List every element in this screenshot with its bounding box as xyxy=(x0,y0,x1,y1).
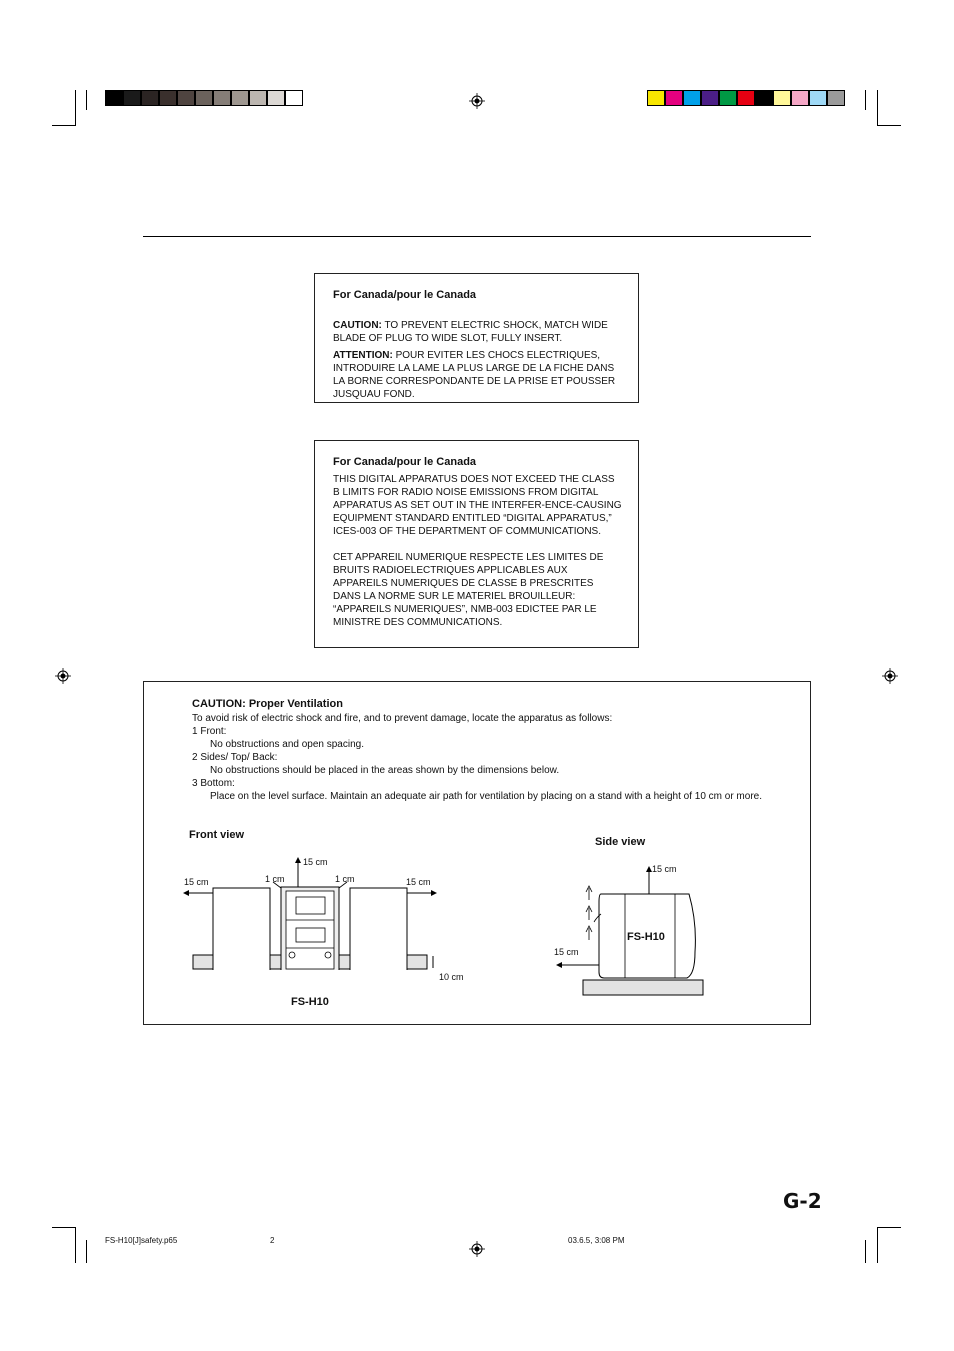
registration-target-icon xyxy=(882,668,898,684)
color-swatch xyxy=(123,90,141,106)
color-swatch xyxy=(791,90,809,106)
caution-text: TO PREVENT ELECTRIC SHOCK, MATCH WIDE BLADE OF PLUG TO WIDE SLOT, FULLY INSERT. xyxy=(333,320,608,344)
front-view-title: Front view xyxy=(189,829,245,841)
footer-timestamp: 03.6.5, 3:08 PM xyxy=(568,1236,625,1245)
side-top-clearance: 15 cm xyxy=(652,864,677,874)
front-view-diagram xyxy=(180,850,460,970)
color-swatch xyxy=(719,90,737,106)
front-top-clearance: 15 cm xyxy=(303,857,328,867)
color-swatch xyxy=(267,90,285,106)
front-left-inner-clearance: 1 cm xyxy=(265,874,285,884)
color-swatch xyxy=(249,90,267,106)
color-swatch xyxy=(665,90,683,106)
canada-digital-apparatus-box xyxy=(314,440,639,648)
header-rule xyxy=(143,236,811,237)
page-number: G-2 xyxy=(783,1189,822,1213)
item2-label: 2 Sides/ Top/ Back: xyxy=(192,752,278,763)
registration-target-icon xyxy=(469,93,485,109)
color-swatch xyxy=(755,90,773,106)
item2-text: No obstructions should be placed in the areas shown by the dimensions below. xyxy=(210,765,560,776)
registration-target-icon xyxy=(55,668,71,684)
color-swatch xyxy=(647,90,665,106)
registration-target-icon xyxy=(469,1241,485,1257)
canada-plug-caution-box xyxy=(314,273,639,403)
item3-text: Place on the level surface. Maintain an adequate air path for ventilation by placing on a stand with a height of 10 cm or more. xyxy=(210,791,762,802)
caution-label: CAUTION: xyxy=(333,320,382,331)
color-bar-process xyxy=(647,90,845,106)
front-right-inner-clearance: 1 cm xyxy=(335,874,355,884)
ventilation-title: CAUTION: Proper Ventilation xyxy=(192,698,343,710)
french-notice: CET APPAREIL NUMERIQUE RESPECTE LES LIMITES DE BRUITS RADIOELECTRIQUES APPLICABLES AUX APPAREILS NUMERIQUES DE CLASSE B PRESCRITES DANS LA NORME SUR LE MATERIEL BROUILLEUR: “APPAREILS NUMERIQUES”, NMB-003 EDICTEE PAR LE MINISTRE DES COMMUNICATIONS. xyxy=(333,552,604,628)
footer-filename: FS-H10[J]safety.p65 xyxy=(105,1236,178,1245)
color-swatch xyxy=(827,90,845,106)
front-model-label: FS-H10 xyxy=(291,996,329,1008)
color-swatch xyxy=(195,90,213,106)
color-swatch xyxy=(809,90,827,106)
color-swatch xyxy=(159,90,177,106)
color-swatch xyxy=(683,90,701,106)
color-swatch xyxy=(141,90,159,106)
side-back-clearance: 15 cm xyxy=(554,947,579,957)
box-title: For Canada/pour le Canada xyxy=(333,456,477,468)
ventilation-intro: To avoid risk of electric shock and fire, and to prevent damage, locate the apparatus as follows: xyxy=(192,713,613,724)
attention-text: POUR EVITER LES CHOCS ELECTRIQUES, INTRODUIRE LA LAME LA PLUS LARGE DE LA FICHE DANS LA BORNE CORRESPONDANTE DE LA PRISE ET POUSSER JUSQUAU FOND. xyxy=(333,350,616,400)
box-title: For Canada/pour le Canada xyxy=(333,289,477,301)
color-swatch xyxy=(701,90,719,106)
front-right-outer-clearance: 15 cm xyxy=(406,877,431,887)
english-notice: THIS DIGITAL APPARATUS DOES NOT EXCEED THE CLASS B LIMITS FOR RADIO NOISE EMISSIONS FROM DIGITAL APPARATUS AS SET OUT IN THE INTERFER-ENCE-CAUSING EQUIPMENT STANDARD ENTITLED “DIGITAL APPARATUS,” ICES-003 OF THE DEPARTMENT OF COMMUNICATIONS. xyxy=(333,474,622,537)
item3-label: 3 Bottom: xyxy=(192,778,235,789)
color-swatch xyxy=(773,90,791,106)
color-swatch xyxy=(105,90,123,106)
color-swatch xyxy=(213,90,231,106)
color-bar-grayscale xyxy=(105,90,303,106)
front-left-outer-clearance: 15 cm xyxy=(184,877,209,887)
front-bottom-clearance: 10 cm xyxy=(439,972,464,982)
footer-page: 2 xyxy=(270,1236,275,1245)
color-swatch xyxy=(285,90,303,106)
color-swatch xyxy=(231,90,249,106)
side-view-title: Side view xyxy=(595,836,646,848)
item1-text: No obstructions and open spacing. xyxy=(210,739,364,750)
side-model-label: FS-H10 xyxy=(627,931,665,943)
attention-paragraph xyxy=(333,336,625,401)
attention-label: ATTENTION: xyxy=(333,350,393,361)
ventilation-caution-box xyxy=(143,681,811,1025)
color-swatch xyxy=(737,90,755,106)
color-swatch xyxy=(177,90,195,106)
item1-label: 1 Front: xyxy=(192,726,227,737)
